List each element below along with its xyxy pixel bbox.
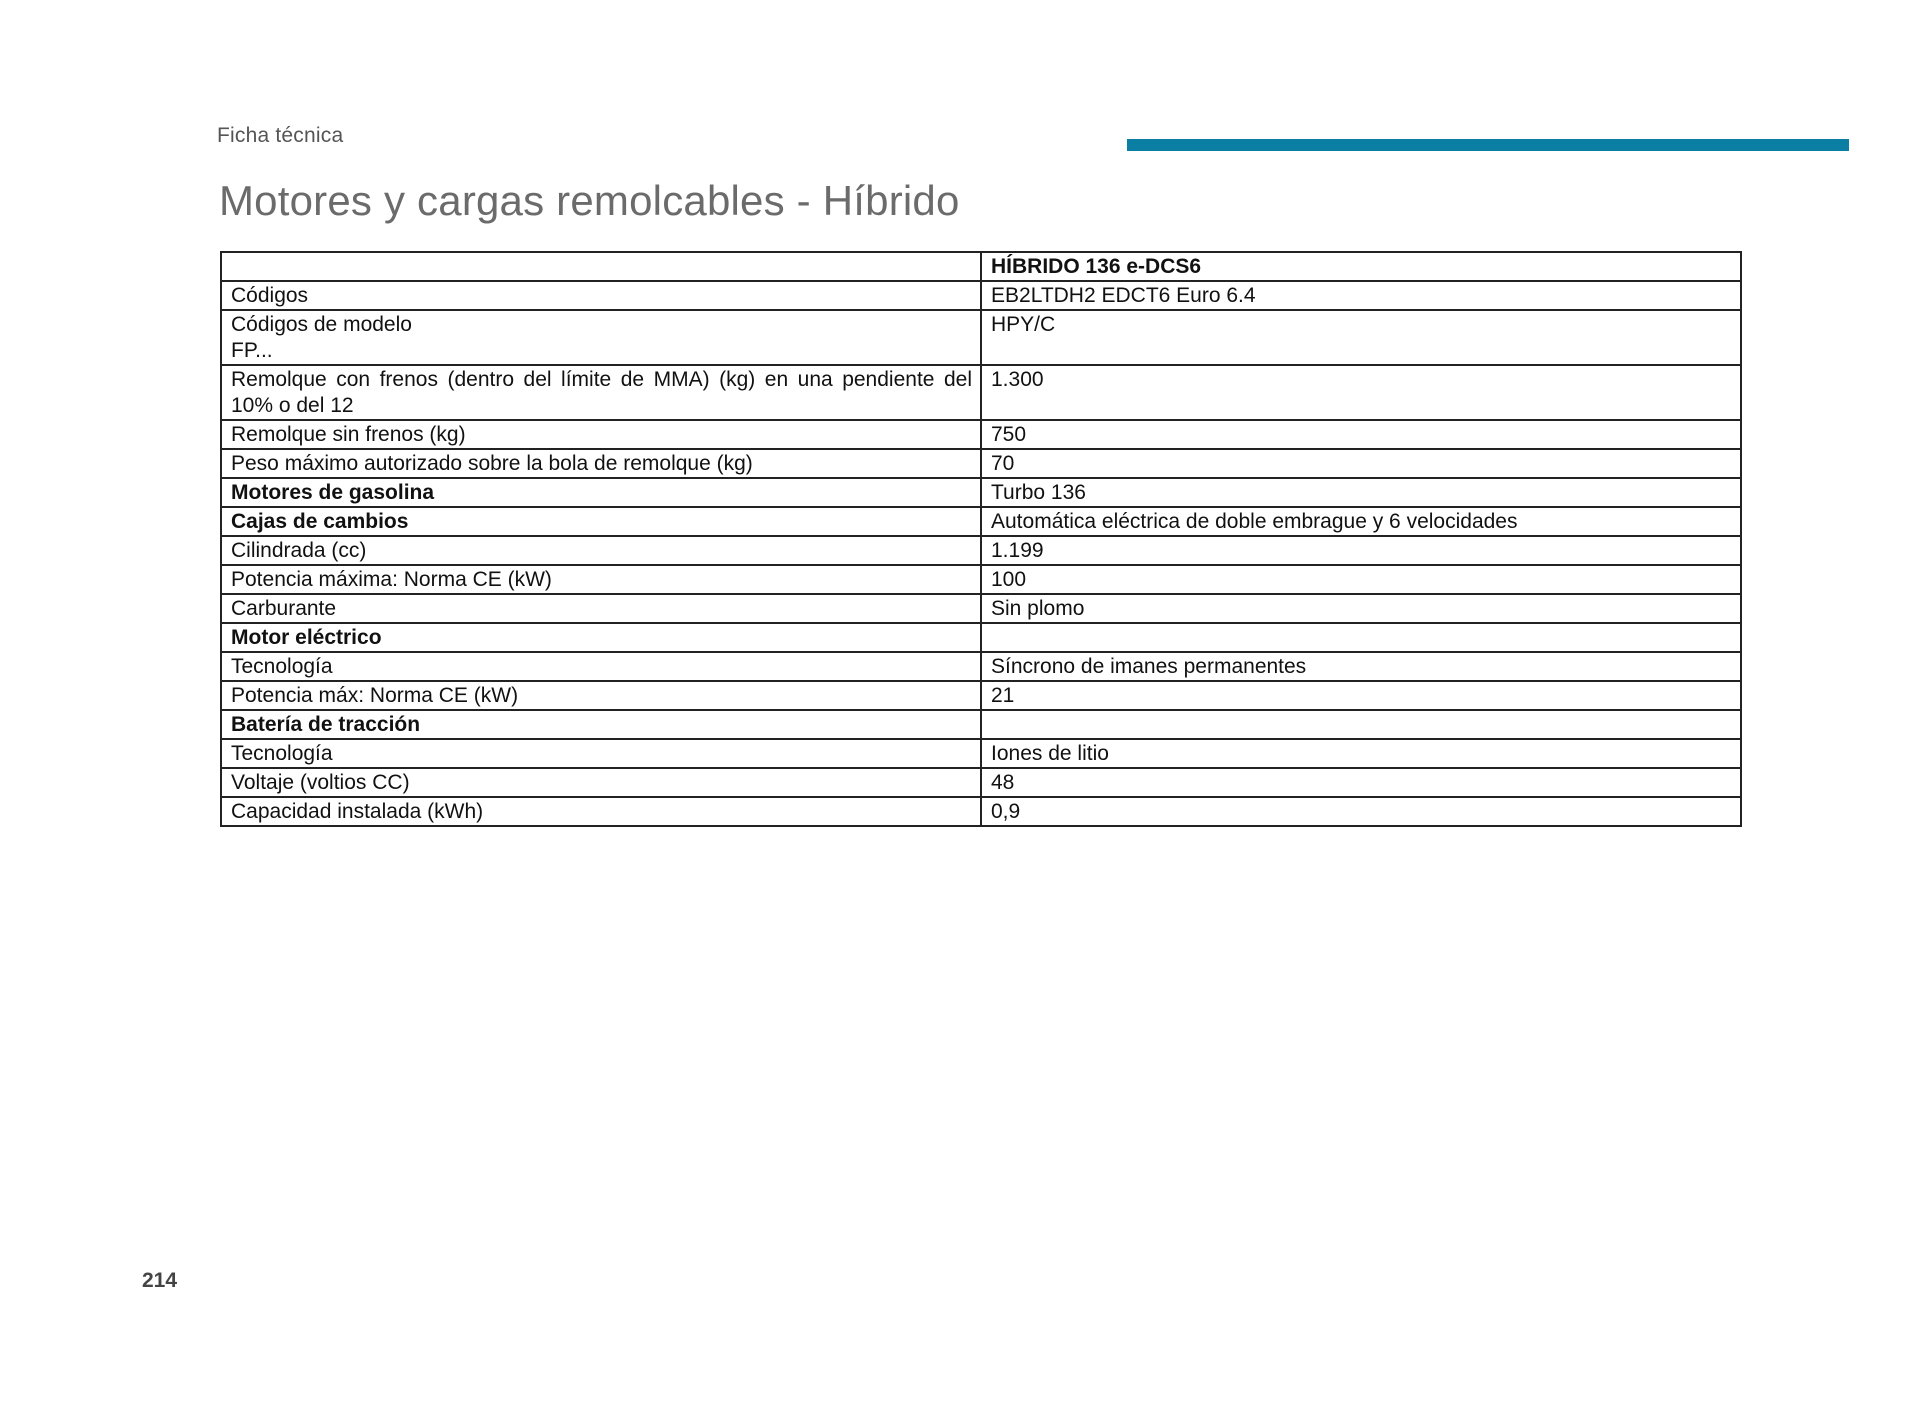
row-value: Sin plomo	[981, 594, 1741, 623]
page-number: 214	[142, 1269, 178, 1292]
section-label: Ficha técnica	[217, 124, 344, 147]
row-value	[981, 710, 1741, 739]
row-label: Capacidad instalada (kWh)	[221, 797, 981, 826]
table-row	[221, 623, 1741, 652]
row-label: Tecnología	[221, 739, 981, 768]
table-row	[221, 478, 1741, 507]
row-label: Motores de gasolina	[221, 478, 981, 507]
row-value: Iones de litio	[981, 739, 1741, 768]
row-value: 1.199	[981, 536, 1741, 565]
table-row	[221, 310, 1741, 365]
row-label: Remolque sin frenos (kg)	[221, 420, 981, 449]
row-value: Turbo 136	[981, 478, 1741, 507]
row-value: HPY/C	[981, 310, 1741, 365]
table-row	[221, 768, 1741, 797]
row-label: Códigos de modelo FP...	[221, 310, 981, 365]
table-row	[221, 710, 1741, 739]
table-row	[221, 365, 1741, 420]
row-label: Carburante	[221, 594, 981, 623]
row-value: 21	[981, 681, 1741, 710]
table-header-cell	[221, 252, 981, 281]
row-label: Voltaje (voltios CC)	[221, 768, 981, 797]
table-header-cell: HÍBRIDO 136 e-DCS6	[981, 252, 1741, 281]
row-value	[981, 623, 1741, 652]
row-label: Tecnología	[221, 652, 981, 681]
row-label: Potencia máx: Norma CE (kW)	[221, 681, 981, 710]
table-row	[221, 797, 1741, 826]
row-label: Remolque con frenos (dentro del límite de MMA) (kg) en una pendiente del 10% o del 12	[221, 365, 981, 420]
spec-table	[220, 251, 1742, 827]
row-value: 1.300	[981, 365, 1741, 420]
row-value: EB2LTDH2 EDCT6 Euro 6.4	[981, 281, 1741, 310]
row-label: Peso máximo autorizado sobre la bola de remolque (kg)	[221, 449, 981, 478]
table-row	[221, 449, 1741, 478]
row-value: 750	[981, 420, 1741, 449]
header-accent-bar	[1127, 139, 1849, 151]
row-label: Cilindrada (cc)	[221, 536, 981, 565]
row-label: Códigos	[221, 281, 981, 310]
row-value: 48	[981, 768, 1741, 797]
row-value: 70	[981, 449, 1741, 478]
table-row	[221, 536, 1741, 565]
row-value: 0,9	[981, 797, 1741, 826]
row-value: Automática eléctrica de doble embrague y 6 velocidades	[981, 507, 1741, 536]
table-header-row	[221, 252, 1741, 281]
table-row	[221, 565, 1741, 594]
table-row	[221, 507, 1741, 536]
row-value: Síncrono de imanes permanentes	[981, 652, 1741, 681]
row-label: Cajas de cambios	[221, 507, 981, 536]
table-row	[221, 281, 1741, 310]
table-row	[221, 652, 1741, 681]
table-row	[221, 594, 1741, 623]
page-title: Motores y cargas remolcables - Híbrido	[219, 177, 960, 224]
row-value: 100	[981, 565, 1741, 594]
row-label: Batería de tracción	[221, 710, 981, 739]
table-row	[221, 739, 1741, 768]
row-label: Potencia máxima: Norma CE (kW)	[221, 565, 981, 594]
table-row	[221, 681, 1741, 710]
row-label: Motor eléctrico	[221, 623, 981, 652]
table-row	[221, 420, 1741, 449]
